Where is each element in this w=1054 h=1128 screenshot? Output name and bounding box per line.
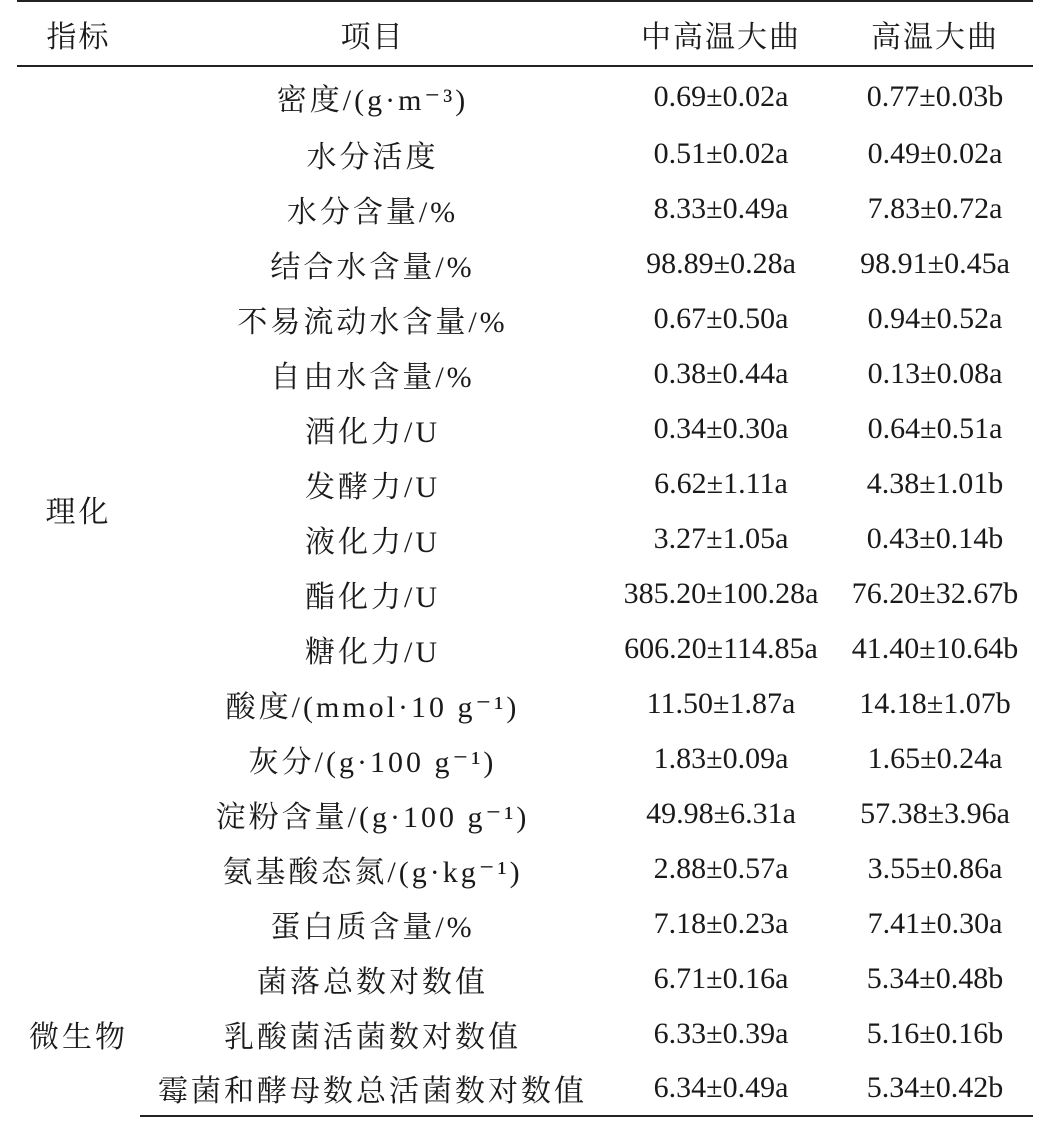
high-temp-value-cell: 1.65±0.24a (867, 741, 1003, 775)
high-temp-value-cell: 5.34±0.48b (866, 961, 1004, 995)
high-temp-value-cell: 76.20±32.67b (851, 576, 1019, 610)
mid-temp-value-cell: 11.50±1.87a (646, 686, 796, 720)
mid-temp-value-cell: 6.71±0.16a (653, 961, 789, 995)
item-cell: 发酵力/U (305, 470, 440, 504)
mid-temp-value-cell: 385.20±100.28a (623, 576, 819, 610)
high-temp-value-cell: 5.34±0.42b (837, 1061, 1033, 1116)
table-row (17, 786, 1033, 841)
high-temp-value-cell: 4.38±1.01b (866, 466, 1004, 500)
item-cell: 酒化力/U (305, 415, 440, 449)
high-temp-value-cell: 7.83±0.72a (867, 191, 1003, 225)
mid-temp-value-cell: 6.62±1.11a (654, 466, 788, 500)
high-temp-value-cell: 5.16±0.16b (866, 1016, 1004, 1050)
item-cell: 酸度/(mmol·10 g⁻¹) (225, 690, 520, 724)
item-cell: 自由水含量/% (270, 360, 475, 394)
header-row (17, 1, 1033, 66)
category-cell: 微生物 (29, 1020, 128, 1054)
item-cell: 水分含量/% (286, 195, 459, 229)
item-cell: 淀粉含量/(g·100 g⁻¹) (215, 800, 530, 834)
item-cell: 水分活度 (306, 140, 439, 174)
header-high-temp-daqu: 高温大曲 (837, 1, 1033, 66)
mid-temp-value-cell: 0.67±0.50a (653, 301, 789, 335)
mid-temp-value-cell: 0.51±0.02a (653, 136, 789, 170)
mid-temp-value-cell: 606.20±114.85a (624, 631, 818, 665)
high-temp-value-cell: 0.94±0.52a (867, 301, 1003, 335)
high-temp-value-cell: 3.55±0.86a (867, 851, 1003, 885)
table-row (17, 66, 1033, 126)
high-temp-value-cell: 0.64±0.51a (867, 411, 1003, 445)
mid-temp-value-cell: 1.83±0.09a (653, 741, 789, 775)
table-row (17, 291, 1033, 346)
table-row (17, 126, 1033, 181)
mid-temp-value-cell: 0.38±0.44a (653, 356, 789, 390)
mid-temp-value-cell: 98.89±0.28a (646, 246, 796, 280)
header-category: 指标 (17, 1, 140, 66)
table-row (17, 401, 1033, 456)
table-row (17, 1061, 1033, 1116)
high-temp-value-cell: 0.13±0.08a (867, 356, 1003, 390)
table-row (17, 896, 1033, 951)
table-row (17, 236, 1033, 291)
item-cell: 霉菌和酵母数总活菌数对数值 (140, 1061, 605, 1116)
high-temp-value-cell: 41.40±10.64b (851, 631, 1019, 665)
table-row (17, 621, 1033, 676)
data-table (17, 0, 1033, 1117)
table-row (17, 511, 1033, 566)
table-row (17, 566, 1033, 621)
table-row (17, 731, 1033, 786)
item-cell: 糖化力/U (305, 635, 440, 669)
header-item: 项目 (140, 1, 605, 66)
table-row (17, 456, 1033, 511)
item-cell: 氨基酸态氮/(g·kg⁻¹) (222, 855, 523, 889)
high-temp-value-cell: 57.38±3.96a (860, 796, 1010, 830)
category-cell: 理化 (45, 496, 112, 529)
high-temp-value-cell: 0.43±0.14b (866, 521, 1004, 555)
item-cell: 灰分/(g·100 g⁻¹) (248, 745, 497, 779)
item-cell: 密度/(g·m⁻³) (276, 83, 469, 117)
item-cell: 蛋白质含量/% (270, 910, 475, 944)
item-cell: 液化力/U (305, 525, 440, 559)
table-row (17, 181, 1033, 236)
high-temp-value-cell: 0.77±0.03b (866, 79, 1004, 113)
table-row (17, 841, 1033, 896)
mid-temp-value-cell: 8.33±0.49a (653, 191, 789, 225)
mid-temp-value-cell: 0.34±0.30a (653, 411, 789, 445)
mid-temp-value-cell: 0.69±0.02a (653, 79, 789, 113)
mid-temp-value-cell: 2.88±0.57a (653, 851, 789, 885)
item-cell: 菌落总数对数值 (257, 965, 488, 999)
table-row (17, 676, 1033, 731)
high-temp-value-cell: 14.18±1.07b (859, 686, 1011, 720)
header-mid-temp-daqu: 中高温大曲 (605, 1, 837, 66)
mid-temp-value-cell: 3.27±1.05a (653, 521, 789, 555)
item-cell: 乳酸菌活菌数对数值 (224, 1020, 521, 1054)
item-cell: 不易流动水含量/% (237, 305, 508, 339)
mid-temp-value-cell: 49.98±6.31a (646, 796, 796, 830)
mid-temp-value-cell: 6.33±0.39a (653, 1016, 789, 1050)
table-row (17, 951, 1033, 1006)
table-row (17, 1006, 1033, 1061)
item-cell: 结合水含量/% (270, 250, 475, 284)
high-temp-value-cell: 98.91±0.45a (860, 246, 1010, 280)
mid-temp-value-cell: 7.18±0.23a (653, 906, 789, 940)
table-body (17, 66, 1033, 1116)
item-cell: 酯化力/U (305, 580, 440, 614)
high-temp-value-cell: 0.49±0.02a (867, 136, 1003, 170)
mid-temp-value-cell: 6.34±0.49a (605, 1061, 837, 1116)
high-temp-value-cell: 7.41±0.30a (867, 906, 1003, 940)
table-row (17, 346, 1033, 401)
